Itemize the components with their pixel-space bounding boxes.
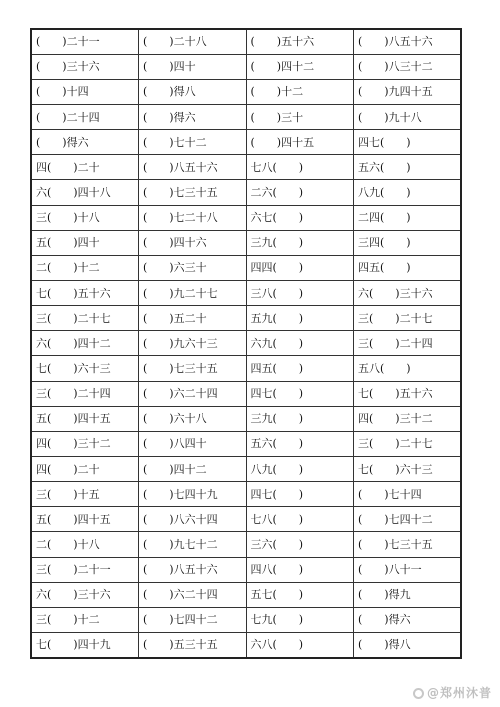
exercise-cell: ( )八六十四 bbox=[139, 507, 247, 532]
exercise-cell: 七( )六十三 bbox=[31, 356, 139, 381]
exercise-cell: ( )八十一 bbox=[354, 557, 462, 582]
exercise-cell: 八九( ) bbox=[354, 180, 462, 205]
exercise-cell: ( )十四 bbox=[31, 79, 139, 104]
table-row bbox=[31, 607, 461, 632]
exercise-cell: 四( )三十二 bbox=[354, 406, 462, 431]
exercise-cell: 二六( ) bbox=[246, 180, 354, 205]
exercise-cell: 八九( ) bbox=[246, 456, 354, 481]
exercise-cell: ( )七三十五 bbox=[139, 180, 247, 205]
table-row bbox=[31, 130, 461, 155]
exercise-cell: 四七( ) bbox=[246, 482, 354, 507]
exercise-cell: ( )六三十 bbox=[139, 255, 247, 280]
exercise-cell: 七( )六十三 bbox=[354, 456, 462, 481]
exercise-cell: ( )五十六 bbox=[246, 29, 354, 54]
table-row bbox=[31, 356, 461, 381]
exercise-cell: 六七( ) bbox=[246, 205, 354, 230]
exercise-cell: 七( )五十六 bbox=[354, 381, 462, 406]
exercise-cell: 三( )二十一 bbox=[31, 557, 139, 582]
exercise-cell: 四七( ) bbox=[246, 381, 354, 406]
exercise-cell: 三( )十八 bbox=[31, 205, 139, 230]
exercise-cell: ( )五二十 bbox=[139, 306, 247, 331]
exercise-cell: ( )得六 bbox=[139, 104, 247, 129]
table-row bbox=[31, 255, 461, 280]
exercise-cell: ( )四十 bbox=[139, 54, 247, 79]
table-row bbox=[31, 507, 461, 532]
exercise-cell: ( )八五十六 bbox=[354, 29, 462, 54]
exercise-cell: ( )七十二 bbox=[139, 130, 247, 155]
exercise-cell: ( )七四十九 bbox=[139, 482, 247, 507]
exercise-cell: 三( )二十四 bbox=[354, 331, 462, 356]
exercise-cell: 七九( ) bbox=[246, 607, 354, 632]
exercise-cell: ( )八三十二 bbox=[354, 54, 462, 79]
exercise-cell: 六( )三十六 bbox=[354, 280, 462, 305]
exercise-cell: 四五( ) bbox=[246, 356, 354, 381]
table-row bbox=[31, 104, 461, 129]
exercise-cell: ( )七三十五 bbox=[354, 532, 462, 557]
table-row bbox=[31, 29, 461, 54]
watermark-text: @郑州沐普 bbox=[426, 686, 492, 700]
exercise-cell: ( )八五十六 bbox=[139, 557, 247, 582]
exercise-cell: ( )七二十八 bbox=[139, 205, 247, 230]
exercise-cell: 三九( ) bbox=[246, 230, 354, 255]
exercise-cell: ( )八五十六 bbox=[139, 155, 247, 180]
exercise-cell: 四四( ) bbox=[246, 255, 354, 280]
exercise-cell: 三( )二十七 bbox=[354, 431, 462, 456]
exercise-cell: 七八( ) bbox=[246, 155, 354, 180]
exercise-cell: ( )四十六 bbox=[139, 230, 247, 255]
table-row bbox=[31, 557, 461, 582]
exercise-cell: ( )九二十七 bbox=[139, 280, 247, 305]
table-row bbox=[31, 456, 461, 481]
exercise-cell: 四八( ) bbox=[246, 557, 354, 582]
exercise-cell: ( )得六 bbox=[31, 130, 139, 155]
exercise-cell: 三( )十二 bbox=[31, 607, 139, 632]
exercise-cell: 五八( ) bbox=[354, 356, 462, 381]
watermark bbox=[413, 684, 492, 701]
exercise-cell: ( )九十八 bbox=[354, 104, 462, 129]
exercise-cell: 四五( ) bbox=[354, 255, 462, 280]
exercise-cell: ( )六二十四 bbox=[139, 381, 247, 406]
table-row bbox=[31, 180, 461, 205]
exercise-cell: 四七( ) bbox=[354, 130, 462, 155]
exercise-cell: ( )八四十 bbox=[139, 431, 247, 456]
exercise-cell: 五( )四十五 bbox=[31, 507, 139, 532]
exercise-cell: ( )二十一 bbox=[31, 29, 139, 54]
table-row bbox=[31, 205, 461, 230]
exercise-cell: 五( )四十五 bbox=[31, 406, 139, 431]
table-row bbox=[31, 155, 461, 180]
table-row bbox=[31, 482, 461, 507]
exercise-cell: 五( )四十 bbox=[31, 230, 139, 255]
exercise-cell: 四( )三十二 bbox=[31, 431, 139, 456]
table-row bbox=[31, 532, 461, 557]
exercise-cell: ( )三十六 bbox=[31, 54, 139, 79]
exercise-cell: 六( )三十六 bbox=[31, 582, 139, 607]
exercise-cell: 三四( ) bbox=[354, 230, 462, 255]
exercise-cell: 七八( ) bbox=[246, 507, 354, 532]
exercise-cell: ( )二十四 bbox=[31, 104, 139, 129]
exercise-cell: ( )十二 bbox=[246, 79, 354, 104]
table-row bbox=[31, 280, 461, 305]
exercise-cell: ( )得八 bbox=[139, 79, 247, 104]
exercise-cell: 二( )十八 bbox=[31, 532, 139, 557]
exercise-cell: 三( )十五 bbox=[31, 482, 139, 507]
exercise-cell: 六( )四十二 bbox=[31, 331, 139, 356]
exercise-cell: 三( )二十七 bbox=[354, 306, 462, 331]
exercise-cell: 六八( ) bbox=[246, 632, 354, 657]
exercise-cell: ( )二十八 bbox=[139, 29, 247, 54]
exercise-cell: 七( )五十六 bbox=[31, 280, 139, 305]
exercise-cell: ( )得八 bbox=[354, 632, 462, 657]
table-row bbox=[31, 54, 461, 79]
table-row bbox=[31, 632, 461, 657]
exercise-cell: 六九( ) bbox=[246, 331, 354, 356]
exercise-cell: ( )七四十二 bbox=[139, 607, 247, 632]
table-row bbox=[31, 381, 461, 406]
table-row bbox=[31, 331, 461, 356]
exercise-cell: ( )三十 bbox=[246, 104, 354, 129]
exercise-cell: 三八( ) bbox=[246, 280, 354, 305]
exercise-cell: 三六( ) bbox=[246, 532, 354, 557]
exercise-cell: 七( )四十九 bbox=[31, 632, 139, 657]
exercise-cell: 六( )四十八 bbox=[31, 180, 139, 205]
exercise-cell: ( )得六 bbox=[354, 607, 462, 632]
exercise-cell: ( )四十二 bbox=[139, 456, 247, 481]
exercise-cell: 五六( ) bbox=[354, 155, 462, 180]
table-row bbox=[31, 79, 461, 104]
exercise-cell: ( )六十八 bbox=[139, 406, 247, 431]
watermark-logo-icon bbox=[413, 688, 424, 699]
exercise-cell: 五七( ) bbox=[246, 582, 354, 607]
table-row bbox=[31, 306, 461, 331]
exercise-cell: 二四( ) bbox=[354, 205, 462, 230]
exercise-cell: ( )七四十二 bbox=[354, 507, 462, 532]
exercise-cell: 五六( ) bbox=[246, 431, 354, 456]
exercise-cell: 三( )二十七 bbox=[31, 306, 139, 331]
exercise-cell: ( )七三十五 bbox=[139, 356, 247, 381]
exercise-cell: ( )五三十五 bbox=[139, 632, 247, 657]
table-row bbox=[31, 230, 461, 255]
exercise-cell: ( )九六十三 bbox=[139, 331, 247, 356]
exercise-cell: ( )七十四 bbox=[354, 482, 462, 507]
table-row bbox=[31, 582, 461, 607]
exercise-cell: ( )四十二 bbox=[246, 54, 354, 79]
exercise-cell: 二( )十二 bbox=[31, 255, 139, 280]
table-row bbox=[31, 406, 461, 431]
exercise-table bbox=[30, 28, 462, 659]
exercise-cell: ( )六二十四 bbox=[139, 582, 247, 607]
exercise-cell: ( )九七十二 bbox=[139, 532, 247, 557]
exercise-cell: ( )得九 bbox=[354, 582, 462, 607]
exercise-cell: 四( )二十 bbox=[31, 155, 139, 180]
exercise-cell: ( )九四十五 bbox=[354, 79, 462, 104]
exercise-cell: 三九( ) bbox=[246, 406, 354, 431]
exercise-cell: 五九( ) bbox=[246, 306, 354, 331]
exercise-cell: 三( )二十四 bbox=[31, 381, 139, 406]
exercise-cell: 四( )二十 bbox=[31, 456, 139, 481]
table-row bbox=[31, 431, 461, 456]
exercise-cell: ( )四十五 bbox=[246, 130, 354, 155]
